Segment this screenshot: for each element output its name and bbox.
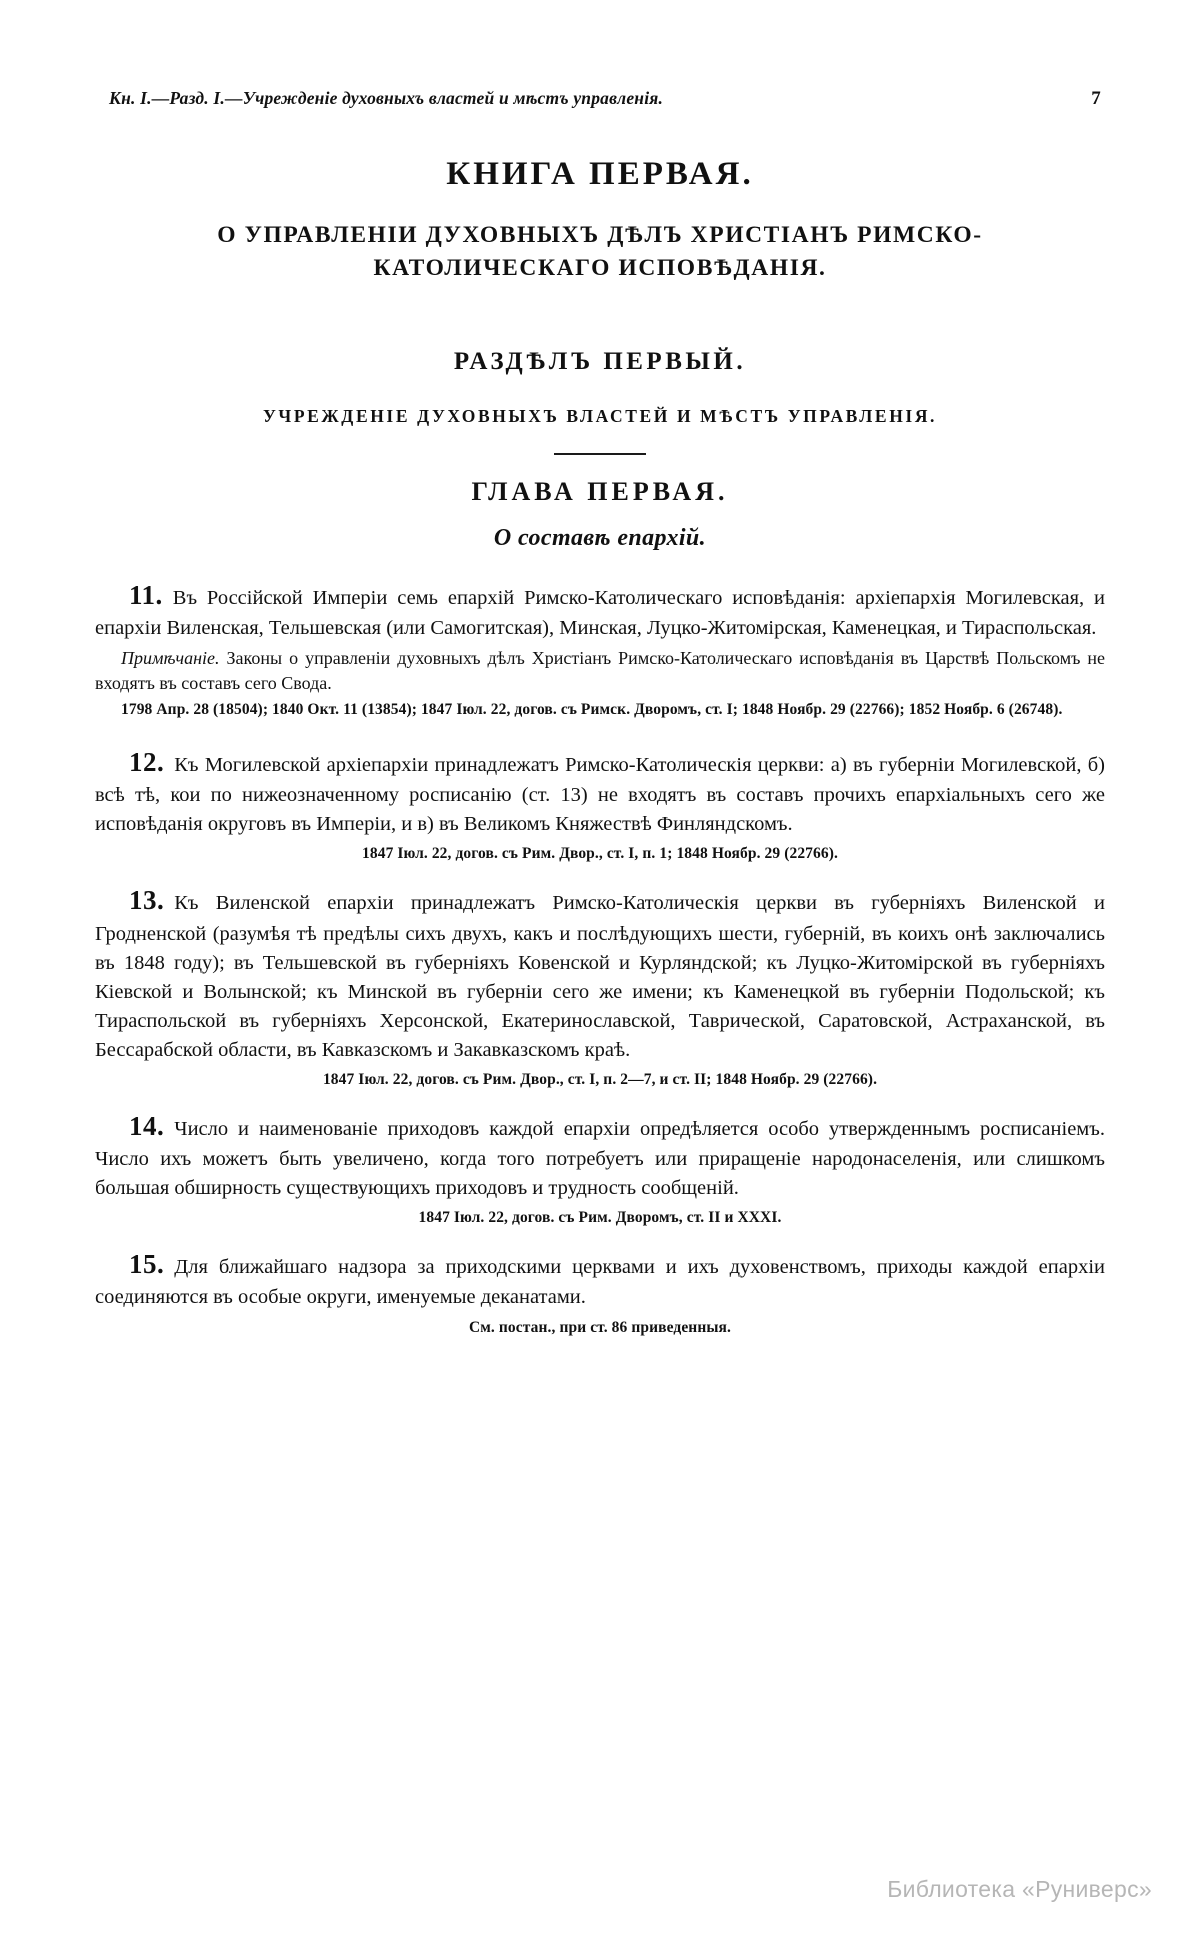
article-citation: См. постан., при ст. 86 приведенныя. <box>468 1318 732 1336</box>
section-subtitle: УЧРЕЖДЕНІЕ ДУХОВНЫХЪ ВЛАСТЕЙ И МѢСТЪ УПРАВЛЕНІЯ. <box>262 405 938 426</box>
page-content <box>95 88 1105 1342</box>
article-citation: 1798 Апр. 28 (18504); 1840 Окт. 11 (13854); 1847 Іюл. 22, догов. съ Римск. Дворомъ, ст. I; 1848 Ноябр. 29 (22766); 1852 Ноябр. 6 (26748). <box>121 701 1063 719</box>
article-11 <box>95 576 1105 721</box>
article-15 <box>95 1245 1105 1338</box>
article-text: Для ближайшаго надзора за приходскими церквами и ихъ духовенствомъ, приходы каждой епархіи соединяются въ особые округи, именуемые деканатами. <box>95 1256 1105 1309</box>
book-subtitle: О УПРАВЛЕНІИ ДУХОВНЫХЪ ДѢЛЪ ХРИСТІАНЪ РИМСКО-КАТОЛИЧЕСКАГО ИСПОВѢДАНІЯ. <box>217 222 983 282</box>
article-citation: 1847 Іюл. 22, догов. съ Рим. Двор., ст. I, п. 1; 1848 Ноябр. 29 (22766). <box>362 845 838 863</box>
article-text: Къ Виленской епархіи принадлежатъ Римско-Католическія церкви въ губерніяхъ Виленской и Гродненской (разумѣя тѣ предѣлы сихъ двухъ, какъ и послѣдующихъ шести, губерній, въ коихъ онѣ заключались въ 1848 году); въ Тельшевской въ губерніяхъ Ковенской и Курляндской; къ Луцко-Житомірской въ губерніяхъ Кіевской и Волынской; къ Минской въ губерніи сего же имени; къ Каменецкой въ губерніи Подольской; къ Тираспольской въ губерніяхъ Херсонской, Екатеринославской, Таврической, Саратовской, Астраханской, въ Бессарабской области, въ Кавказскомъ и Закавказскомъ краѣ. <box>95 892 1105 1061</box>
article-citation: 1847 Іюл. 22, догов. съ Рим. Дворомъ, ст. II и XXXI. <box>418 1209 782 1227</box>
article-body <box>95 881 1105 1065</box>
article-number: 11. <box>129 579 163 610</box>
article-number: 15. <box>129 1249 165 1280</box>
article-note <box>95 646 1105 695</box>
article-13 <box>95 881 1105 1091</box>
article-text: Въ Россійской Имперіи семь епархій Римско-Католическаго исповѣданія: архіепархія Могилевская, и епархіи Виленская, Тельшевская (или Самогитская), Минская, Луцко-Житомірская, Каменецкая, и Тираспольская. <box>95 586 1105 640</box>
running-head <box>95 88 1105 110</box>
note-label: Примѣчаніе. <box>121 648 220 669</box>
page-number: 7 <box>1091 88 1101 109</box>
article-number: 12. <box>129 746 165 777</box>
chapter-subtitle: О составѣ епархій. <box>493 524 707 551</box>
section-title: РАЗДѢЛЪ ПЕРВЫЙ. <box>453 347 747 375</box>
running-head-text: Кн. I.—Разд. I.—Учрежденіе духовныхъ властей и мѣстъ управленія. <box>109 88 664 108</box>
article-number: 13. <box>129 885 165 916</box>
article-text: Къ Могилевской архіепархіи принадлежатъ Римско-Католическія церкви: а) въ губерніи Могилевской, б) всѣ тѣ, кои по нижеозначенному росписанію (ст. 13) не входятъ въ составъ прочихъ епархіальныхъ сего же исповѣданія округовъ въ Имперіи, и в) въ Великомъ Княжествѣ Финляндскомъ. <box>95 753 1105 836</box>
library-watermark: Библиотека «Руниверс» <box>887 1876 1152 1902</box>
chapter-title: ГЛАВА ПЕРВАЯ. <box>471 476 729 506</box>
article-body <box>95 743 1105 840</box>
article-12 <box>95 743 1105 865</box>
article-text: Число и наименованіе приходовъ каждой епархіи опредѣляется особо утвержденнымъ росписаніемъ. Число ихъ можетъ быть увеличено, когда того потребуетъ или приращеніе народонаселенія, или слишкомъ большая обширность существующихъ приходовъ и трудность сообщеній. <box>95 1117 1105 1200</box>
article-14 <box>95 1107 1105 1229</box>
article-body <box>95 1245 1105 1312</box>
note-text: Законы о управленіи духовныхъ дѣлъ Христіанъ Римско-Католическаго исповѣданія въ Царствѣ Польскомъ не входятъ въ составъ сего Свода. <box>95 648 1106 693</box>
book-title: КНИГА ПЕРВАЯ. <box>446 156 754 192</box>
article-body <box>95 1107 1105 1204</box>
article-number: 14. <box>129 1110 165 1141</box>
article-citation: 1847 Іюл. 22, догов. съ Рим. Двор., ст. I, п. 2—7, и ст. II; 1848 Ноябр. 29 (22766). <box>322 1071 878 1089</box>
divider-rule <box>554 453 646 455</box>
article-body <box>95 576 1105 643</box>
